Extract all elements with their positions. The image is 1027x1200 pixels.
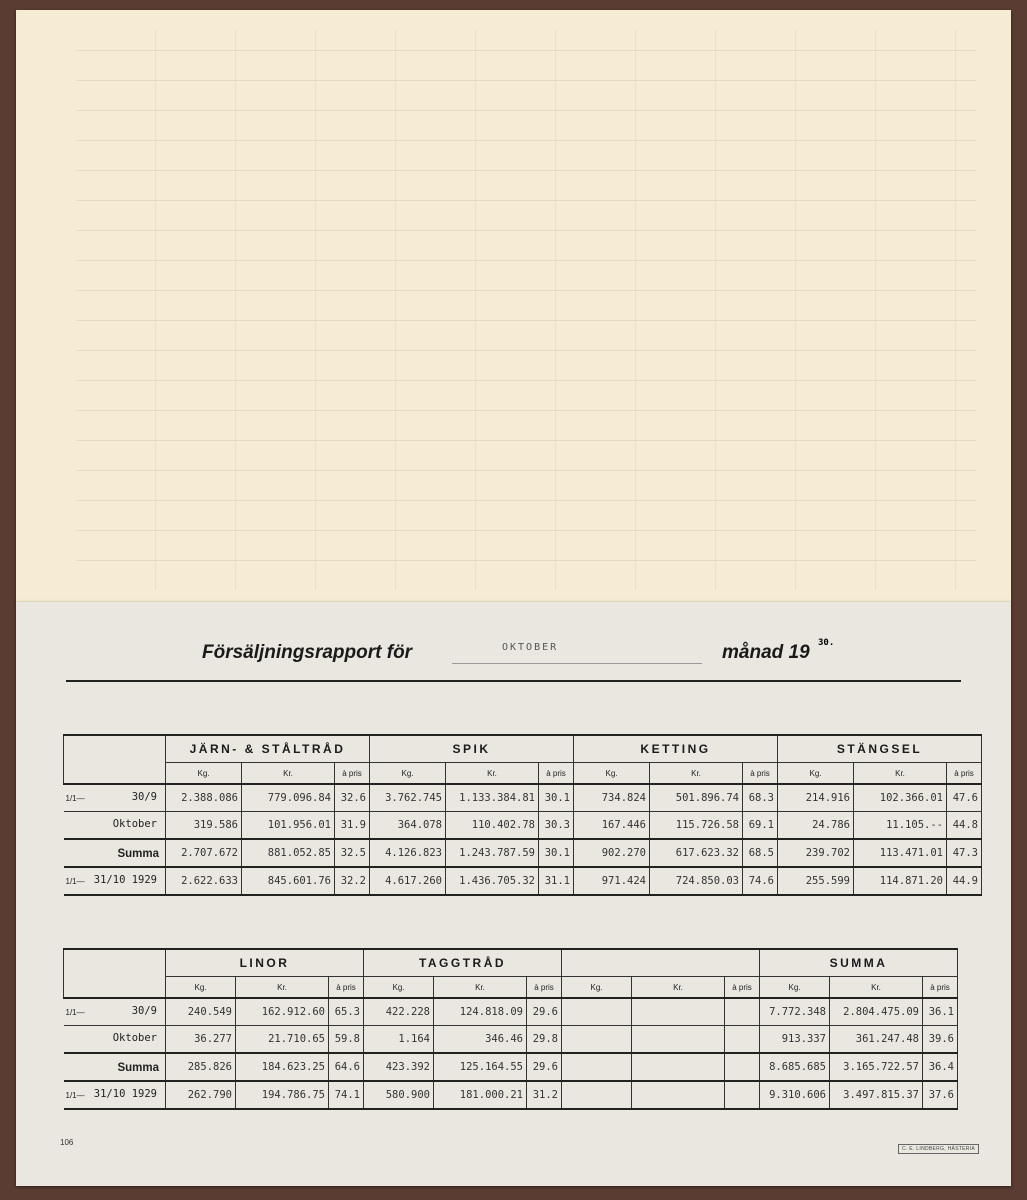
table-cell: 4.126.823 [370, 839, 446, 867]
table-cell: 29.8 [527, 1026, 562, 1054]
table-cell: 7.772.348 [760, 998, 830, 1026]
col-kg: Kg. [574, 763, 650, 785]
table-cell: 59.8 [329, 1026, 364, 1054]
table-cell: 39.6 [923, 1026, 958, 1054]
table-cell [725, 1053, 760, 1081]
table-cell: 24.786 [778, 812, 854, 840]
table-cell: 346.46 [434, 1026, 527, 1054]
table-row [64, 998, 958, 1026]
table-cell: 64.6 [329, 1053, 364, 1081]
table-cell [632, 1026, 725, 1054]
table-cell: 110.402.78 [446, 812, 539, 840]
table-cell [725, 1026, 760, 1054]
table-cell: 285.826 [166, 1053, 236, 1081]
table-cell: 114.871.20 [854, 867, 947, 895]
table-cell: 8.685.685 [760, 1053, 830, 1081]
table-cell: 30.1 [539, 839, 574, 867]
col-a-pris: à pris [743, 763, 778, 785]
table-cell: 364.078 [370, 812, 446, 840]
table-cell: 881.052.85 [242, 839, 335, 867]
table-cell: 902.270 [574, 839, 650, 867]
row-label [64, 1026, 166, 1054]
table-cell: 30.3 [539, 812, 574, 840]
table-cell: 36.4 [923, 1053, 958, 1081]
col-a-pris: à pris [725, 977, 760, 999]
table-cell: 167.446 [574, 812, 650, 840]
sales-table-1 [63, 734, 982, 896]
table-cell [562, 1053, 632, 1081]
row-label-text: Summa [117, 848, 159, 860]
table-cell: 319.586 [166, 812, 242, 840]
table-cell: 617.623.32 [650, 839, 743, 867]
row-label [64, 867, 166, 895]
table-cell: 113.471.01 [854, 839, 947, 867]
table-cell: 1.133.384.81 [446, 784, 539, 812]
page-number: 106 [60, 1138, 74, 1147]
table-cell: 124.818.09 [434, 998, 527, 1026]
table-cell: 2.622.633 [166, 867, 242, 895]
group-header [562, 949, 760, 977]
row-prefix: 1/1— [65, 794, 85, 803]
table-cell [632, 998, 725, 1026]
table-cell: 184.623.25 [236, 1053, 329, 1081]
col-kg: Kg. [364, 977, 434, 999]
table-cell: 971.424 [574, 867, 650, 895]
table-cell: 30.1 [539, 784, 574, 812]
col-a-pris: à pris [329, 977, 364, 999]
col-kr: Kr. [446, 763, 539, 785]
row-label-text: 30/9 [131, 1005, 157, 1017]
table-cell: 47.6 [947, 784, 982, 812]
table-cell: 239.702 [778, 839, 854, 867]
col-kg: Kg. [166, 977, 236, 999]
table-cell: 115.726.58 [650, 812, 743, 840]
table-cell [725, 998, 760, 1026]
col-kr: Kr. [830, 977, 923, 999]
table-cell: 734.824 [574, 784, 650, 812]
table-cell: 74.6 [743, 867, 778, 895]
row-label [64, 812, 166, 840]
back-sheet-ghost [16, 10, 1011, 602]
row-label [64, 998, 166, 1026]
row-label-header [64, 735, 166, 784]
table-cell: 29.6 [527, 998, 562, 1026]
table-row [64, 784, 982, 812]
ghost-print-texture [76, 30, 976, 590]
col-kr: Kr. [854, 763, 947, 785]
table-cell: 69.1 [743, 812, 778, 840]
table-cell: 74.1 [329, 1081, 364, 1109]
table-cell: 580.900 [364, 1081, 434, 1109]
table-row [64, 812, 982, 840]
table-cell: 32.2 [335, 867, 370, 895]
title-rule [66, 680, 961, 682]
col-a-pris: à pris [335, 763, 370, 785]
table-row [64, 1053, 958, 1081]
row-label-text: Oktober [112, 1032, 157, 1044]
table-cell: 47.3 [947, 839, 982, 867]
row-label-text: Summa [117, 1062, 159, 1074]
table-cell: 262.790 [166, 1081, 236, 1109]
table-cell: 68.5 [743, 839, 778, 867]
row-label-text: 30/9 [131, 791, 157, 803]
group-header: SPIK [370, 735, 574, 763]
table-cell: 31.1 [539, 867, 574, 895]
table-cell: 11.105.-- [854, 812, 947, 840]
table-cell: 240.549 [166, 998, 236, 1026]
col-a-pris: à pris [527, 977, 562, 999]
row-label [64, 839, 166, 867]
table-cell: 29.6 [527, 1053, 562, 1081]
table-cell [562, 1081, 632, 1109]
row-label-text: 31/10 1929 [93, 874, 157, 886]
table-cell: 162.912.60 [236, 998, 329, 1026]
col-kg: Kg. [562, 977, 632, 999]
title-right: månad 19 [722, 642, 810, 663]
table-cell: 194.786.75 [236, 1081, 329, 1109]
col-kr: Kr. [434, 977, 527, 999]
month-value: OKTOBER [502, 642, 559, 653]
table-cell: 4.617.260 [370, 867, 446, 895]
col-kg: Kg. [370, 763, 446, 785]
col-a-pris: à pris [947, 763, 982, 785]
row-label [64, 1081, 166, 1109]
table-cell: 36.1 [923, 998, 958, 1026]
row-label [64, 1053, 166, 1081]
table-cell: 3.497.815.37 [830, 1081, 923, 1109]
group-header: JÄRN- & STÅLTRÅD [166, 735, 370, 763]
col-kr: Kr. [650, 763, 743, 785]
table-cell: 422.228 [364, 998, 434, 1026]
table-cell: 32.6 [335, 784, 370, 812]
table-cell: 181.000.21 [434, 1081, 527, 1109]
table-cell: 724.850.03 [650, 867, 743, 895]
group-header: STÄNGSEL [778, 735, 982, 763]
sales-table-2 [63, 948, 958, 1110]
table-cell: 501.896.74 [650, 784, 743, 812]
table-cell: 3.762.745 [370, 784, 446, 812]
table-cell: 423.392 [364, 1053, 434, 1081]
table-cell: 779.096.84 [242, 784, 335, 812]
group-header: LINOR [166, 949, 364, 977]
table-cell: 845.601.76 [242, 867, 335, 895]
table-cell: 2.804.475.09 [830, 998, 923, 1026]
col-a-pris: à pris [923, 977, 958, 999]
table-cell [632, 1053, 725, 1081]
table-cell: 3.165.722.57 [830, 1053, 923, 1081]
col-kr: Kr. [242, 763, 335, 785]
col-kr: Kr. [236, 977, 329, 999]
table-cell: 36.277 [166, 1026, 236, 1054]
row-prefix: 1/1— [65, 877, 85, 886]
col-a-pris: à pris [539, 763, 574, 785]
table-cell [725, 1081, 760, 1109]
row-prefix: 1/1— [65, 1091, 85, 1100]
table-cell: 31.9 [335, 812, 370, 840]
table-cell [562, 1026, 632, 1054]
table-cell: 1.243.787.59 [446, 839, 539, 867]
table-cell: 9.310.606 [760, 1081, 830, 1109]
table-cell: 1.436.705.32 [446, 867, 539, 895]
table-cell: 31.2 [527, 1081, 562, 1109]
table-cell: 44.9 [947, 867, 982, 895]
printer-mark: C. E. LINDBERG, HÄSTERIA [898, 1144, 979, 1154]
table-cell: 32.5 [335, 839, 370, 867]
row-prefix: 1/1— [65, 1008, 85, 1017]
table-row [64, 867, 982, 895]
table-cell: 1.164 [364, 1026, 434, 1054]
group-header: KETTING [574, 735, 778, 763]
table-cell: 68.3 [743, 784, 778, 812]
col-kg: Kg. [760, 977, 830, 999]
table-cell: 44.8 [947, 812, 982, 840]
table-cell: 2.707.672 [166, 839, 242, 867]
table-cell [562, 998, 632, 1026]
table-cell: 125.164.55 [434, 1053, 527, 1081]
col-kr: Kr. [632, 977, 725, 999]
table-cell: 101.956.01 [242, 812, 335, 840]
row-label-text: 31/10 1929 [93, 1088, 157, 1100]
table-cell [632, 1081, 725, 1109]
table-cell: 37.6 [923, 1081, 958, 1109]
title-left: Försäljningsrapport för [202, 642, 413, 663]
year-suffix: 30. [818, 638, 835, 648]
table-row [64, 1026, 958, 1054]
table-cell: 102.366.01 [854, 784, 947, 812]
table-cell: 21.710.65 [236, 1026, 329, 1054]
col-kg: Kg. [166, 763, 242, 785]
report-title [202, 638, 842, 672]
row-label-header [64, 949, 166, 998]
group-header: TAGGTRÅD [364, 949, 562, 977]
table-cell: 255.599 [778, 867, 854, 895]
group-header: SUMMA [760, 949, 958, 977]
sales-report-sheet [16, 602, 1011, 1186]
table-cell: 913.337 [760, 1026, 830, 1054]
row-label [64, 784, 166, 812]
table-cell: 214.916 [778, 784, 854, 812]
row-label-text: Oktober [112, 818, 157, 830]
table-cell: 361.247.48 [830, 1026, 923, 1054]
col-kg: Kg. [778, 763, 854, 785]
table-row [64, 1081, 958, 1109]
month-line [452, 662, 702, 664]
table-row [64, 839, 982, 867]
table-cell: 2.388.086 [166, 784, 242, 812]
table-cell: 65.3 [329, 998, 364, 1026]
